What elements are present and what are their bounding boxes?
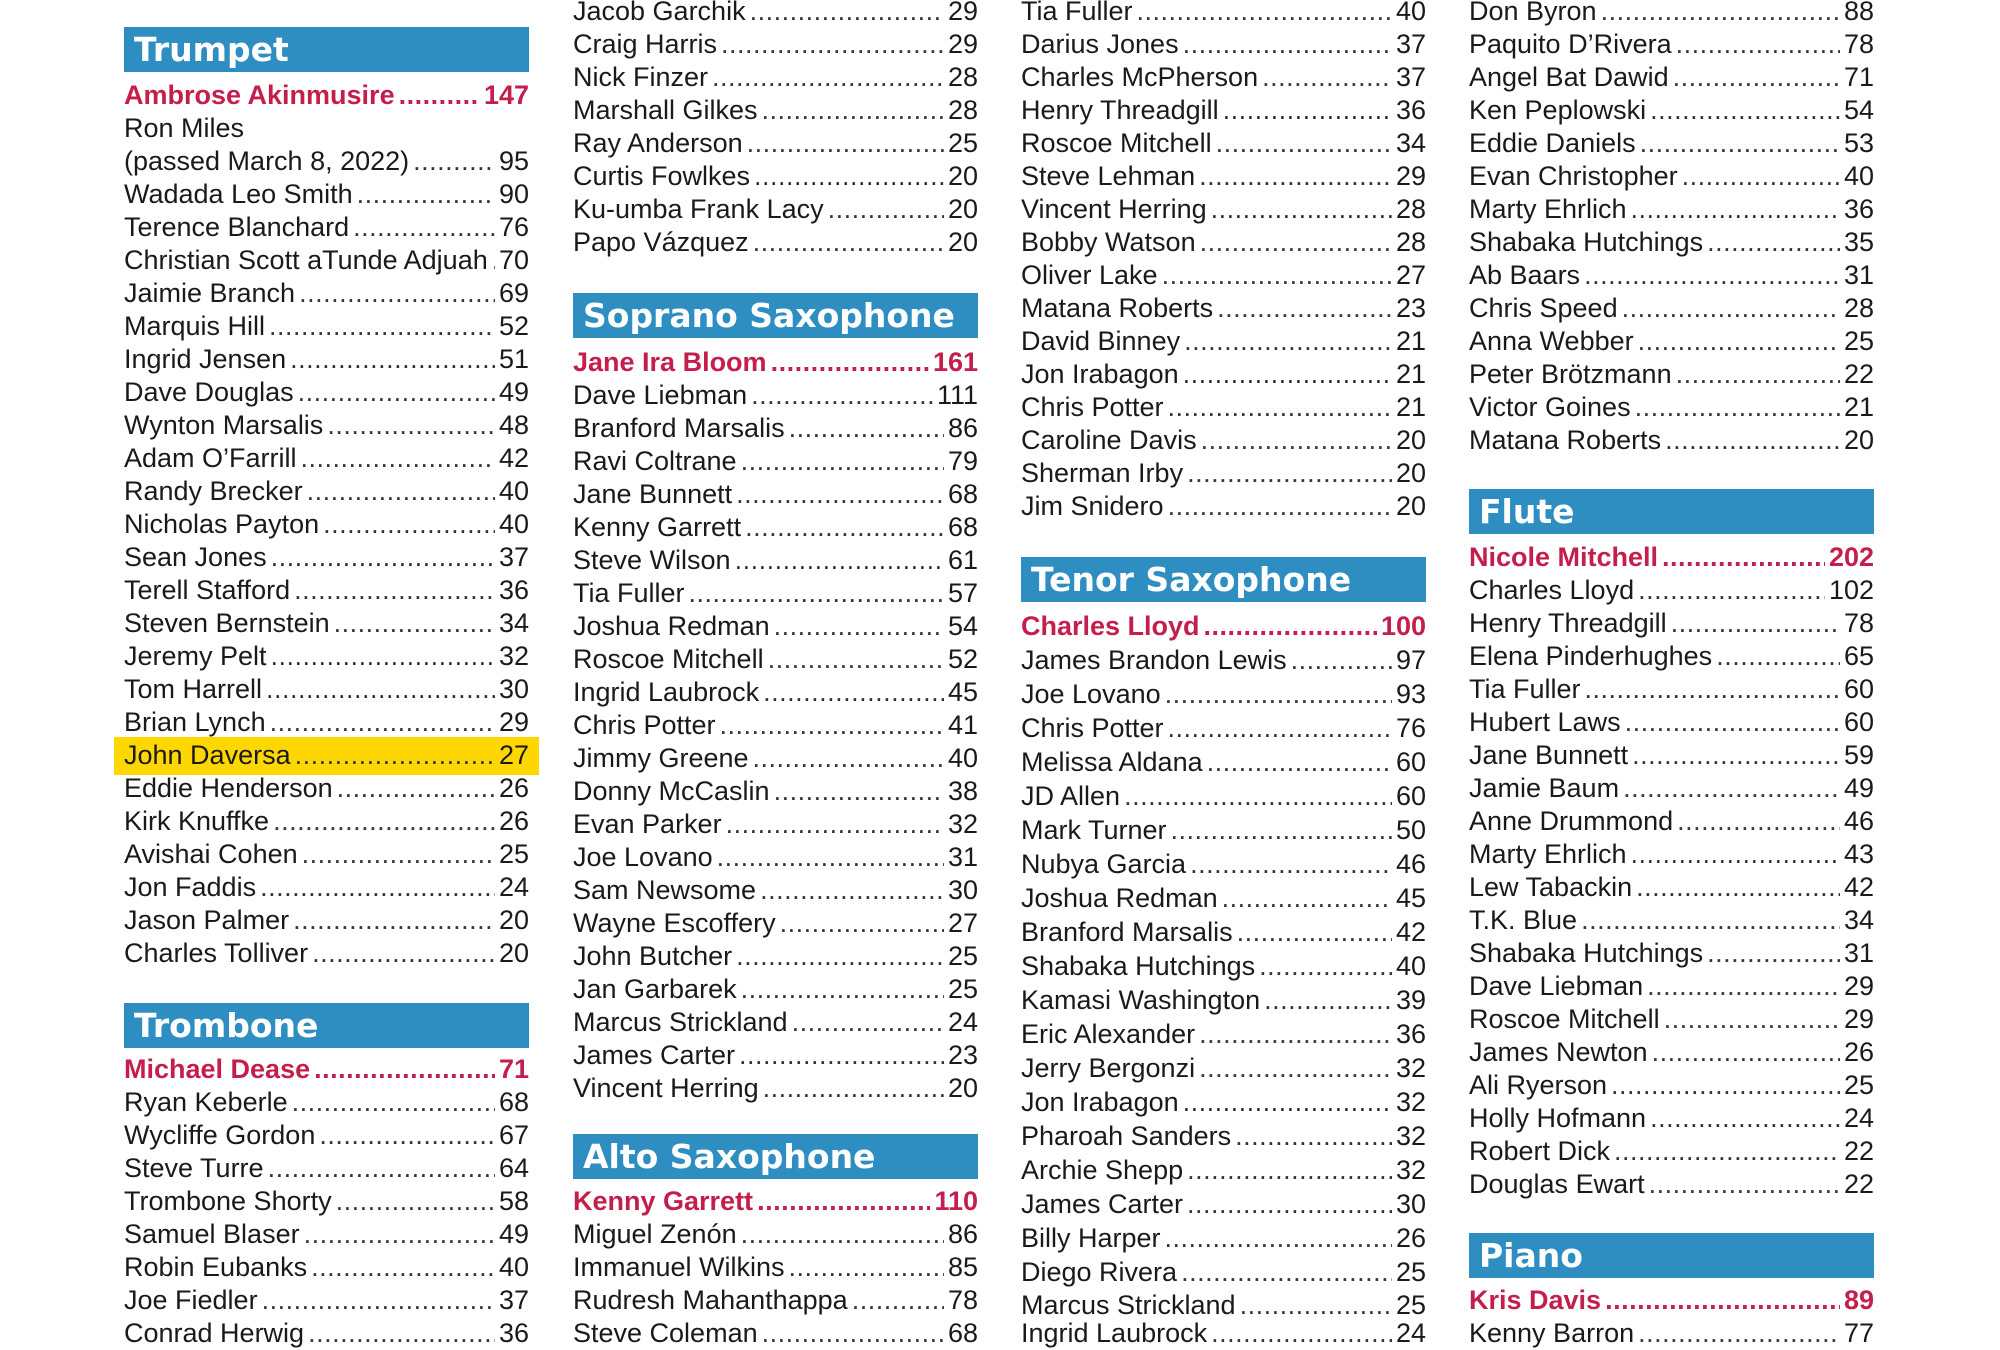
list-item: Rudresh Mahanthappa ..... 78 [573,1284,978,1317]
trombone-header: Trombone [124,1003,529,1048]
flute-header: Flute [1469,489,1874,534]
list-item: Eric Alexander ..... 36 [1021,1018,1426,1051]
list-item: Marcus Strickland ..... 25 [1021,1289,1426,1322]
list-item: Nick Finzer ..... 28 [573,61,978,94]
list-item: Joshua Redman ..... 45 [1021,882,1426,915]
list-item: Steve Lehman ..... 29 [1021,160,1426,193]
list-item: Angel Bat Dawid ..... 71 [1469,61,1874,94]
list-item: Mark Turner ..... 50 [1021,814,1426,847]
list-item: Joe Lovano ..... 31 [573,841,978,874]
list-item: Joe Lovano ..... 93 [1021,678,1426,711]
list-item: Ryan Keberle ..... 68 [124,1086,529,1119]
list-item: Miguel Zenón ..... 86 [573,1218,978,1251]
list-item: Shabaka Hutchings ..... 40 [1021,950,1426,983]
list-item: Ray Anderson ..... 25 [573,127,978,160]
list-item: Caroline Davis ..... 20 [1021,424,1426,457]
list-item: Jon Irabagon ..... 21 [1021,358,1426,391]
list-item: James Carter ..... 23 [573,1039,978,1072]
list-item: Jane Bunnett ..... 68 [573,478,978,511]
tenor-saxophone-header: Tenor Saxophone [1021,557,1426,602]
list-item: Kenny Barron ..... 77 [1469,1317,1874,1350]
list-item: John Butcher ..... 25 [573,940,978,973]
list-item: Charles Lloyd ..... 102 [1469,574,1874,607]
list-item: Jamie Baum ..... 49 [1469,772,1874,805]
list-item: Melissa Aldana ..... 60 [1021,746,1426,779]
list-item: Roscoe Mitchell ..... 52 [573,643,978,676]
list-item: Jimmy Greene ..... 40 [573,742,978,775]
soprano-saxophone-header: Soprano Saxophone [573,293,978,338]
list-item: Kenny Garrett ..... 68 [573,511,978,544]
alto-saxophone-winner: Kenny Garrett ..... 110 [573,1185,978,1218]
list-item: Jane Bunnett ..... 59 [1469,739,1874,772]
list-item: Hubert Laws ..... 60 [1469,706,1874,739]
tenor-saxophone-winner: Charles Lloyd ..... 100 [1021,610,1426,643]
list-item: Charles McPherson ..... 37 [1021,61,1426,94]
list-item: Chris Potter ..... 76 [1021,712,1426,745]
list-item: Steve Wilson ..... 61 [573,544,978,577]
list-item: Wynton Marsalis ..... 48 [124,409,529,442]
list-item: Marty Ehrlich ..... 36 [1469,193,1874,226]
trombone-winner: Michael Dease ..... 71 [124,1053,529,1086]
list-item: Avishai Cohen ..... 25 [124,838,529,871]
list-item: Immanuel Wilkins ..... 85 [573,1251,978,1284]
list-item: Ali Ryerson ..... 25 [1469,1069,1874,1102]
list-item: Billy Harper ..... 26 [1021,1222,1426,1255]
list-item: Papo Vázquez ..... 20 [573,226,978,259]
list-item: Joe Fiedler ..... 37 [124,1284,529,1317]
list-item: Diego Rivera ..... 25 [1021,1256,1426,1289]
list-item: Jaimie Branch ..... 69 [124,277,529,310]
alto-saxophone-header: Alto Saxophone [573,1134,978,1179]
list-item: Jim Snidero ..... 20 [1021,490,1426,523]
list-item: Oliver Lake ..... 27 [1021,259,1426,292]
list-item: Christian Scott aTunde Adjuah ..... 70 [124,244,529,277]
list-item: Evan Parker ..... 32 [573,808,978,841]
list-item: Jan Garbarek ..... 25 [573,973,978,1006]
list-item: James Newton ..... 26 [1469,1036,1874,1069]
list-item: Matana Roberts ..... 23 [1021,292,1426,325]
list-item: Roscoe Mitchell ..... 29 [1469,1003,1874,1036]
list-item: Ken Peplowski ..... 54 [1469,94,1874,127]
list-item: Robin Eubanks ..... 40 [124,1251,529,1284]
list-item: Terell Stafford ..... 36 [124,574,529,607]
list-item: Marcus Strickland ..... 24 [573,1006,978,1039]
list-item: Eddie Daniels ..... 53 [1469,127,1874,160]
list-item: Pharoah Sanders ..... 32 [1021,1120,1426,1153]
list-item: Chris Speed ..... 28 [1469,292,1874,325]
list-item: Victor Goines ..... 21 [1469,391,1874,424]
list-item: James Carter ..... 30 [1021,1188,1426,1221]
list-item: Archie Shepp ..... 32 [1021,1154,1426,1187]
list-item: Steve Turre ..... 64 [124,1152,529,1185]
list-item: Matana Roberts ..... 20 [1469,424,1874,457]
list-item: Marquis Hill ..... 52 [124,310,529,343]
trumpet-header: Trumpet [124,27,529,72]
list-item: Paquito D’Rivera ..... 78 [1469,28,1874,61]
list-item: (passed March 8, 2022) ..... 95 [124,145,529,178]
list-item: T.K. Blue ..... 34 [1469,904,1874,937]
list-item: Nubya Garcia ..... 46 [1021,848,1426,881]
list-item: Randy Brecker ..... 40 [124,475,529,508]
trumpet-winner: Ambrose Akinmusire ..... 147 [124,79,529,112]
list-item: Don Byron ..... 88 [1469,0,1874,28]
list-item: Wadada Leo Smith ..... 90 [124,178,529,211]
list-item: Tia Fuller ..... 40 [1021,0,1426,28]
list-item: Marshall Gilkes ..... 28 [573,94,978,127]
flute-winner: Nicole Mitchell ..... 202 [1469,541,1874,574]
list-item: Jon Faddis ..... 24 [124,871,529,904]
list-item: Marty Ehrlich ..... 43 [1469,838,1874,871]
list-item: Anne Drummond ..... 46 [1469,805,1874,838]
list-item: Lew Tabackin ..... 42 [1469,871,1874,904]
list-item: Steve Coleman ..... 68 [573,1317,978,1350]
list-item: Henry Threadgill ..... 78 [1469,607,1874,640]
list-item: Jeremy Pelt ..... 32 [124,640,529,673]
list-item: Jon Irabagon ..... 32 [1021,1086,1426,1119]
list-item: Ingrid Laubrock ..... 24 [1021,1317,1426,1350]
piano-header: Piano [1469,1233,1874,1278]
list-item: Evan Christopher ..... 40 [1469,160,1874,193]
list-item: Tom Harrell ..... 30 [124,673,529,706]
list-item: Terence Blanchard ..... 76 [124,211,529,244]
list-item: Craig Harris ..... 29 [573,28,978,61]
list-item: David Binney ..... 21 [1021,325,1426,358]
list-item: Eddie Henderson ..... 26 [124,772,529,805]
list-item: Curtis Fowlkes ..... 20 [573,160,978,193]
list-item: Ku-umba Frank Lacy ..... 20 [573,193,978,226]
list-item: Dave Liebman ..... 111 [573,379,978,412]
list-item: Holly Hofmann ..... 24 [1469,1102,1874,1135]
list-item: Shabaka Hutchings ..... 35 [1469,226,1874,259]
list-item: Brian Lynch ..... 29 [124,706,529,739]
list-item: Peter Brötzmann ..... 22 [1469,358,1874,391]
list-item: Nicholas Payton ..... 40 [124,508,529,541]
list-item: Branford Marsalis ..... 86 [573,412,978,445]
list-item: Vincent Herring ..... 20 [573,1072,978,1105]
soprano-saxophone-winner: Jane Ira Bloom ..... 161 [573,346,978,379]
list-item: Vincent Herring ..... 28 [1021,193,1426,226]
list-item: Roscoe Mitchell ..... 34 [1021,127,1426,160]
list-item: Adam O’Farrill ..... 42 [124,442,529,475]
list-item: Sean Jones ..... 37 [124,541,529,574]
list-item: Dave Douglas ..... 49 [124,376,529,409]
list-item: Jason Palmer ..... 20 [124,904,529,937]
list-item: Branford Marsalis ..... 42 [1021,916,1426,949]
list-item: Charles Tolliver ..... 20 [124,937,529,970]
list-item: Donny McCaslin ..... 38 [573,775,978,808]
list-item: Steven Bernstein ..... 34 [124,607,529,640]
list-item: Sam Newsome ..... 30 [573,874,978,907]
list-item: Robert Dick ..... 22 [1469,1135,1874,1168]
list-item: Douglas Ewart ..... 22 [1469,1168,1874,1201]
list-item: Trombone Shorty ..... 58 [124,1185,529,1218]
list-item: Jacob Garchik ..... 29 [573,0,978,28]
list-item: Tia Fuller ..... 57 [573,577,978,610]
piano-winner: Kris Davis ..... 89 [1469,1284,1874,1317]
list-item: Bobby Watson ..... 28 [1021,226,1426,259]
list-item: Wycliffe Gordon ..... 67 [124,1119,529,1152]
list-item: Ron Miles [124,113,245,143]
list-item: Sherman Irby ..... 20 [1021,457,1426,490]
list-item: Darius Jones ..... 37 [1021,28,1426,61]
list-item: Ingrid Jensen ..... 51 [124,343,529,376]
list-item: Henry Threadgill ..... 36 [1021,94,1426,127]
list-item: Shabaka Hutchings ..... 31 [1469,937,1874,970]
list-item: Tia Fuller ..... 60 [1469,673,1874,706]
list-item: Chris Potter ..... 21 [1021,391,1426,424]
list-item: Chris Potter ..... 41 [573,709,978,742]
list-item: Samuel Blaser ..... 49 [124,1218,529,1251]
list-item: Wayne Escoffery ..... 27 [573,907,978,940]
list-item: Anna Webber ..... 25 [1469,325,1874,358]
list-item: Conrad Herwig ..... 36 [124,1317,529,1350]
list-item: Elena Pinderhughes ..... 65 [1469,640,1874,673]
highlighted-list-item: John Daversa ..... 27 [124,739,529,772]
list-item: James Brandon Lewis ..... 97 [1021,644,1426,677]
list-item: Jerry Bergonzi ..... 32 [1021,1052,1426,1085]
list-item: Joshua Redman ..... 54 [573,610,978,643]
list-item: Kamasi Washington ..... 39 [1021,984,1426,1017]
list-item: Ingrid Laubrock ..... 45 [573,676,978,709]
list-item: Dave Liebman ..... 29 [1469,970,1874,1003]
list-item: Kirk Knuffke ..... 26 [124,805,529,838]
list-item: Ravi Coltrane ..... 79 [573,445,978,478]
list-item: Ab Baars ..... 31 [1469,259,1874,292]
list-item: JD Allen ..... 60 [1021,780,1426,813]
